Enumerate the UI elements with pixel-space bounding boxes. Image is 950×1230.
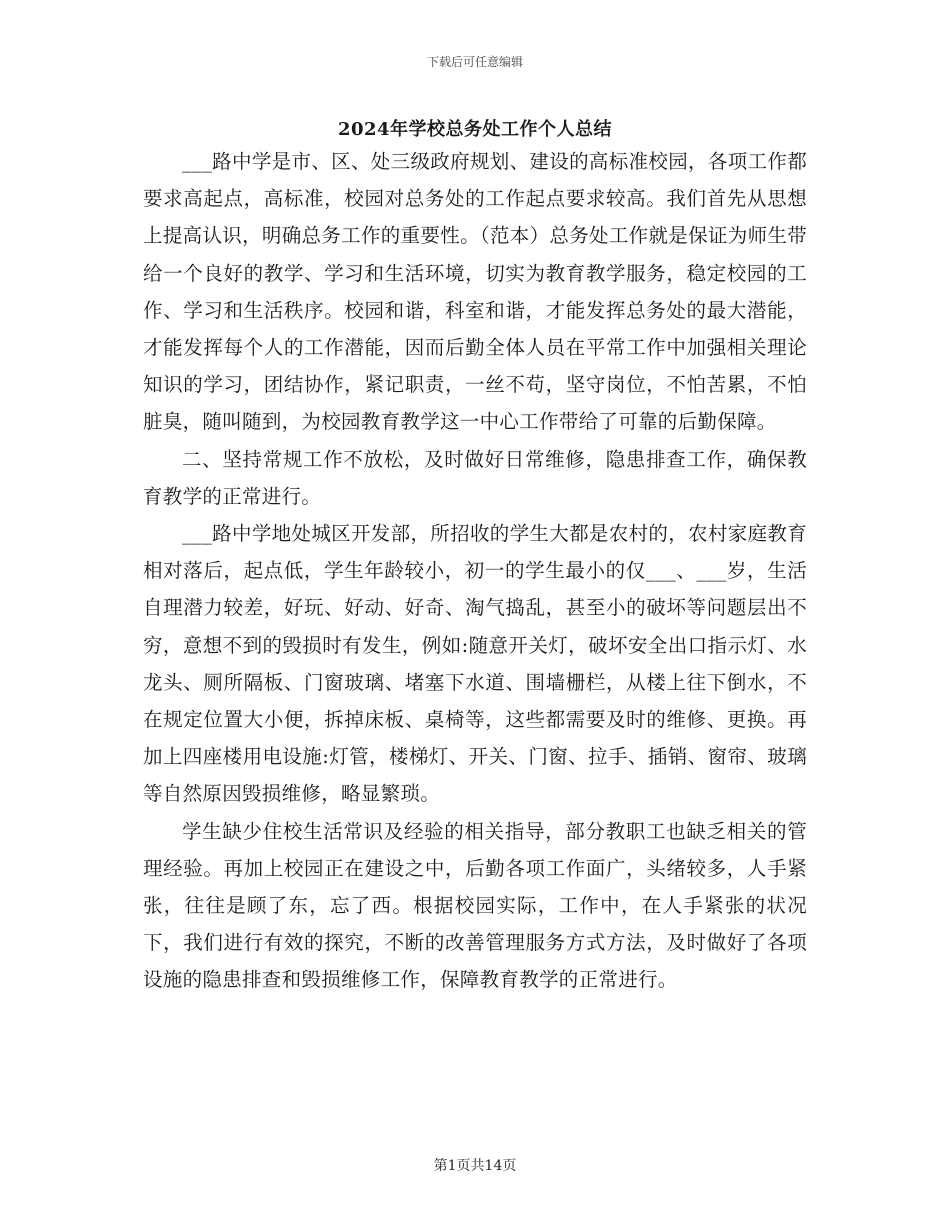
paragraph-4: 学生缺少住校生活常识及经验的相关指导，部分教职工也缺乏相关的管理经验。再加上校园正在建设之中，后勤各项工作面广，头绪较多，人手紧张，往往是顾了东，忘了西。根据校园实际，工作中，在人手紧张的状况下，我们进行有效的探究，不断的改善管理服务方式方法，及时做好了各项设施的隐患排查和毁损维修工作，保障教育教学的正常进行。 [143,819,807,992]
paragraph-3: ___路中学地处城区开发部，所招收的学生大都是农村的，农村家庭教育相对落后，起点低，学生年龄较小，初一的学生最小的仅___、___岁，生活自理潜力较差，好玩、好动、好奇、淘气捣乱，甚至小的破坏等问题层出不穷，意想不到的毁损时有发生，例如:随意开关灯，破坏安全出口指示灯、水龙头、厕所隔板、门窗玻璃、堵塞下水道、围墙栅栏，从楼上往下倒水，不在规定位置大小便，拆掉床板、桌椅等，这些都需要及时的维修、更换。再加上四座楼用电设施:灯管，楼梯灯、开关、门窗、拉手、插销、窗帘、玻璃等自然原因毁损维修，略显繁琐。 [143,522,807,806]
page-number: 第1页共14页 [433,1158,517,1174]
paragraph-1: ___路中学是市、区、处三级政府规划、建设的高标准校园，各项工作都要求高起点，高标准，校园对总务处的工作起点要求较高。我们首先从思想上提高认识，明确总务工作的重要性。（范本）总务处工作就是保证为师生带给一个良好的教学、学习和生活环境，切实为教育教学服务，稳定校园的工作、学习和生活秩序。校园和谐，科室和谐，才能发挥总务处的最大潜能，才能发挥每个人的工作潜能，因而后勤全体人员在平常工作中加强相关理论知识的学习，团结协作，紧记职责，一丝不苟，坚守岗位，不怕苦累，不怕脏臭，随叫随到，为校园教育教学这一中心工作带给了可靠的后勤保障。 [143,150,807,434]
document-body [143,143,807,999]
document-title: 2024年学校总务处工作个人总结 [337,119,613,140]
header-note: 下载后可任意编辑 [426,55,523,69]
paragraph-2: 二、坚持常规工作不放松，及时做好日常维修，隐患排查工作，确保教育教学的正常进行。 [143,447,807,508]
